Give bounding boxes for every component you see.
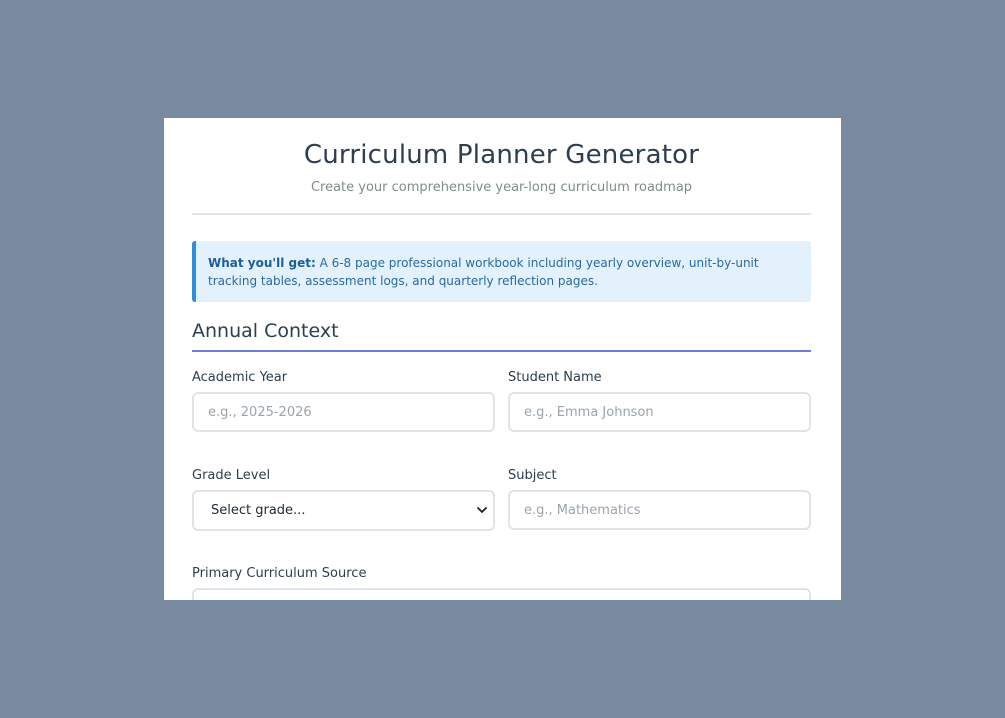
chevron-down-icon xyxy=(476,504,488,516)
info-label: What you'll get: xyxy=(208,256,316,270)
grade-level-select[interactable] xyxy=(192,490,495,531)
header-divider xyxy=(192,213,811,215)
academic-year-label: Academic Year xyxy=(192,370,288,385)
section-title: Annual Context xyxy=(192,320,339,342)
info-callout xyxy=(192,241,811,302)
curriculum-source-input[interactable] xyxy=(192,588,811,600)
section-underline xyxy=(192,350,811,352)
student-name-input[interactable] xyxy=(508,392,811,432)
curriculum-source-label: Primary Curriculum Source xyxy=(192,566,367,581)
planner-card xyxy=(164,118,841,600)
page-title: Curriculum Planner Generator xyxy=(303,140,700,170)
subject-label: Subject xyxy=(508,468,557,483)
page-subtitle: Create your comprehensive year-long curriculum roadmap xyxy=(310,180,693,195)
subject-input[interactable] xyxy=(508,490,811,530)
academic-year-input[interactable] xyxy=(192,392,495,432)
grade-level-selected: Select grade... xyxy=(211,503,306,518)
info-text: A 6-8 page professional workbook including yearly overview, unit-by-unit tracking tables, assessment logs, and quarterly reflection pages. xyxy=(208,256,759,288)
student-name-label: Student Name xyxy=(508,370,602,385)
grade-level-label: Grade Level xyxy=(192,468,271,483)
